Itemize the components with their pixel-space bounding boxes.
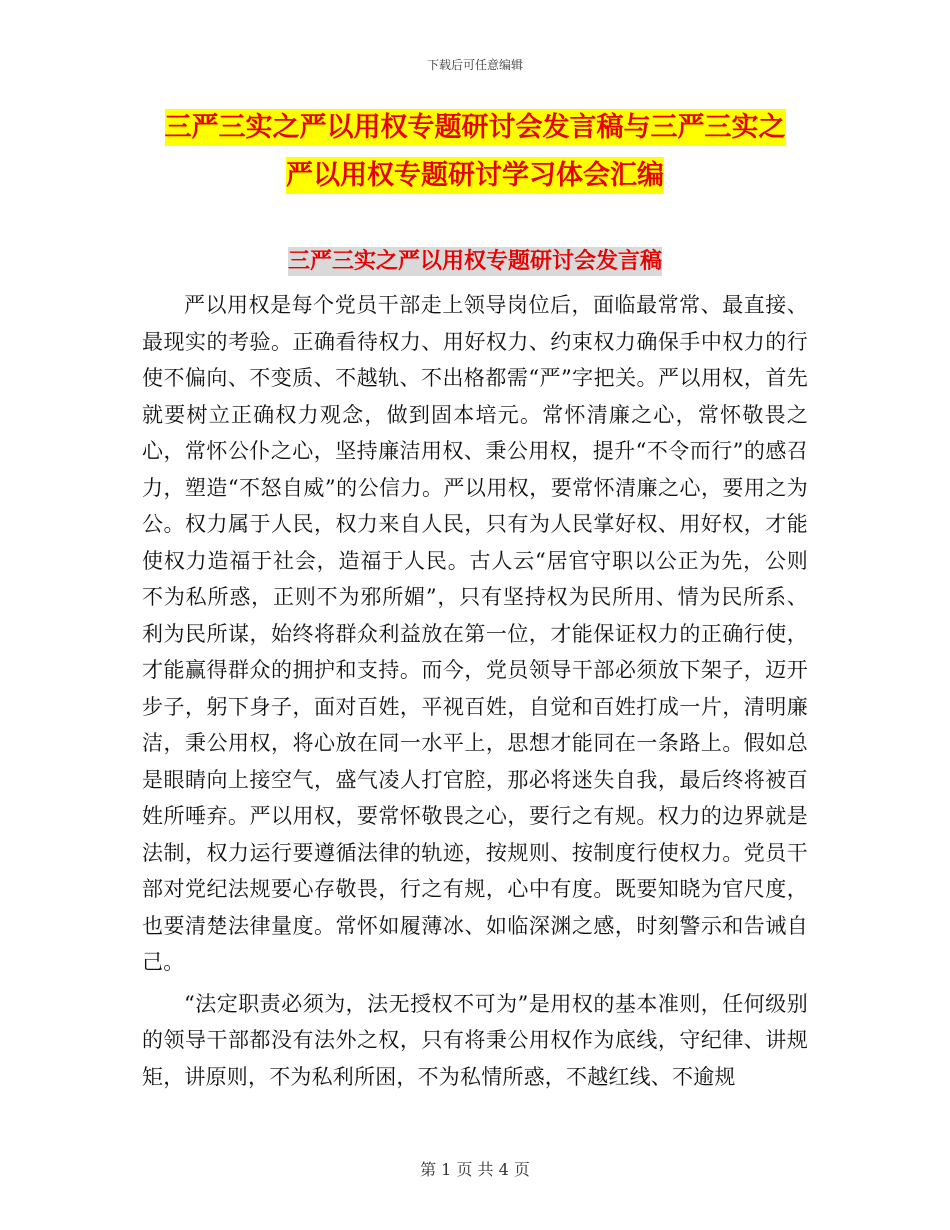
document-title-line-2: 严以用权专题研讨学习体会汇编 xyxy=(286,157,664,194)
section-title xyxy=(0,244,950,280)
body-paragraph: 严以用权是每个党员干部走上领导岗位后，面临最常常、最直接、最现实的考验。正确看待权力、用好权力、约束权力确保手中权力的行使不偏向、不变质、不越轨、不出格都需“严”字把关。严以用权，首先就要树立正确权力观念，做到固本培元。常怀清廉之心，常怀敬畏之心，常怀公仆之心，坚持廉洁用权、秉公用权，提升“不令而行”的感召力，塑造“不怒自威”的公信力。严以用权，要常怀清廉之心，要用之为公。权力属于人民，权力来自人民，只有为人民掌好权、用好权，才能使权力造福于社会，造福于人民。古人云“居官守职以公正为先，公则不为私所惑，正则不为邪所媚”，只有坚持权为民所用、情为民所系、利为民所谋，始终将群众利益放在第一位，才能保证权力的正确行使，才能赢得群众的拥护和支持。而今，党员领导干部必须放下架子，迈开步子，躬下身子，面对百姓，平视百姓，自觉和百姓打成一片，清明廉洁，秉公用权，将心放在同一水平上，思想才能同在一条路上。假如总是眼睛向上接空气，盛气凌人打官腔，那必将迷失自我，最后终将被百姓所唾弃。严以用权，要常怀敬畏之心，要行之有规。权力的边界就是法制，权力运行要遵循法律的轨迹，按规则、按制度行使权力。党员干部对党纪法规要心存敬畏，行之有规，心中有度。既要知晓为官尺度，也要清楚法律量度。常怀如履薄冰、如临深渊之感，时刻警示和告诫自己。 xyxy=(142,293,808,974)
page-header-note: 下载后可任意编辑 xyxy=(426,58,523,72)
section-title-text: 三严三实之严以用权专题研讨会发言稿 xyxy=(287,249,662,274)
page-number: 第 1 页 共 4 页 xyxy=(420,1160,530,1179)
document-title-line-1: 三严三实之严以用权专题研讨会发言稿与三严三实之 xyxy=(165,109,786,146)
body-paragraph: “法定职责必须为，法无授权不可为”是用权的基本准则，任何级别的领导干部都没有法外之权，只有将秉公用权作为底线，守纪律、讲规矩，讲原则，不为私利所困，不为私情所惑，不越红线、不逾规 xyxy=(142,991,808,1089)
document-title xyxy=(150,104,800,200)
document-body xyxy=(142,287,808,1095)
